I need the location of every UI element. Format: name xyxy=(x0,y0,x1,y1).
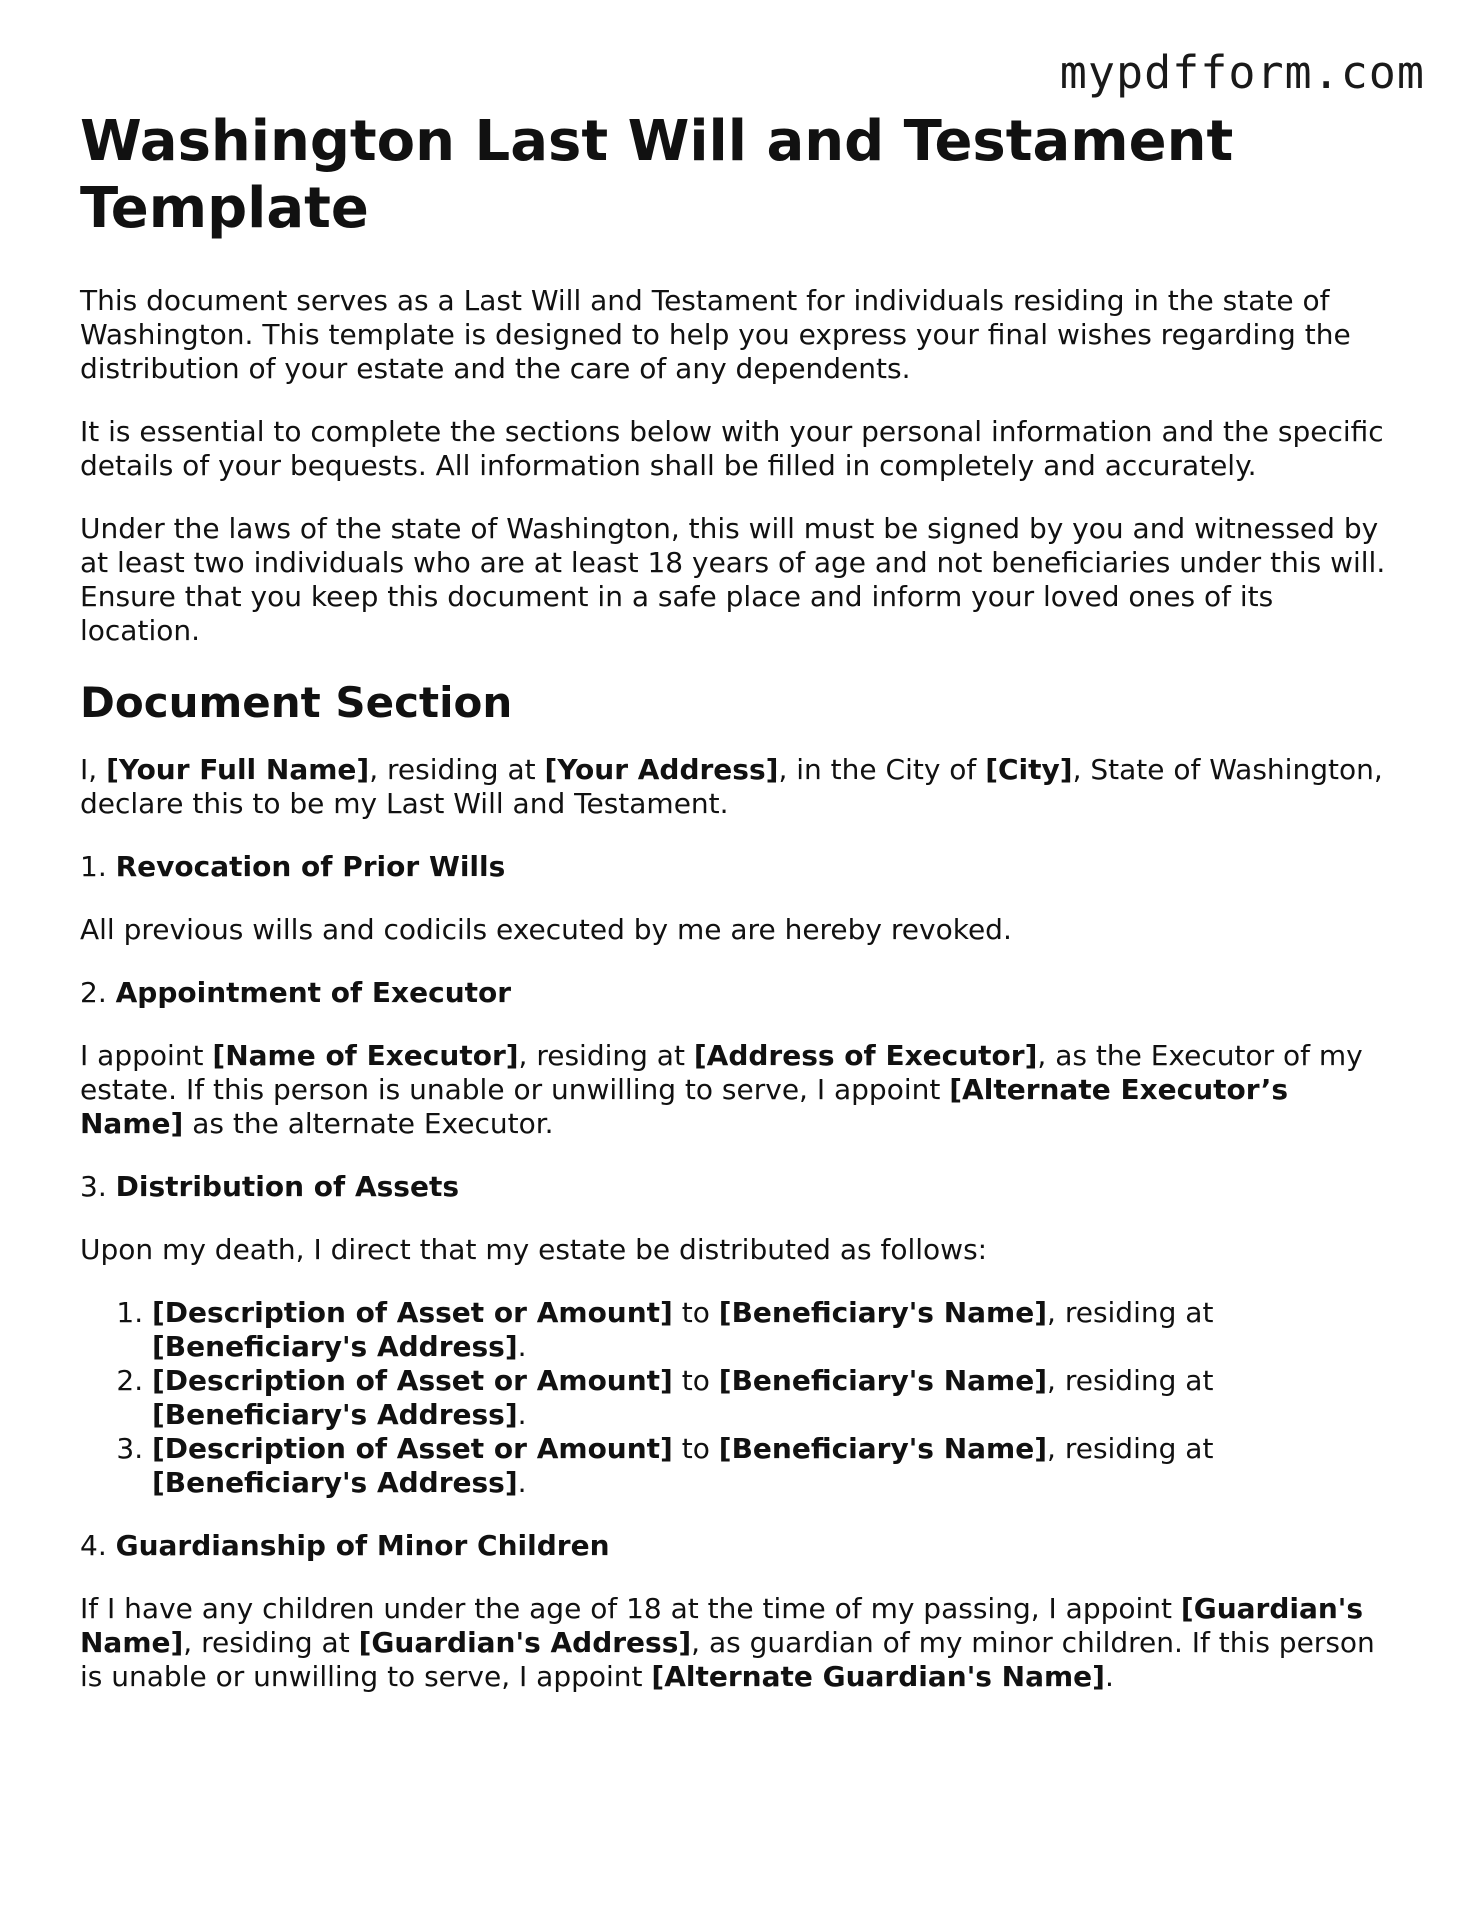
section-2-body xyxy=(80,1039,1400,1141)
asset-placeholder: [Description of Asset or Amount] xyxy=(152,1296,673,1329)
section-title: Appointment of Executor xyxy=(115,976,512,1009)
declaration-paragraph xyxy=(80,753,1400,821)
declaration-text: , residing at xyxy=(369,753,545,786)
list-text: , residing at xyxy=(1047,1432,1214,1465)
section-4-heading xyxy=(80,1529,1400,1563)
section-4-body xyxy=(80,1592,1400,1694)
list-item xyxy=(152,1432,1400,1500)
guardian-text: , as guardian of my minor children. If this person is unable or unwilling to serve, I appoint xyxy=(80,1626,1375,1693)
guardian-text: , residing at xyxy=(183,1626,359,1659)
address-placeholder: [Your Address] xyxy=(544,753,779,786)
beneficiary-name-placeholder: [Beneficiary's Name] xyxy=(718,1432,1048,1465)
beneficiary-name-placeholder: [Beneficiary's Name] xyxy=(718,1296,1048,1329)
list-text: . xyxy=(517,1466,527,1499)
alternate-executor-placeholder: [Alternate Executor’s Name] xyxy=(80,1073,1289,1140)
section-title: Revocation of Prior Wills xyxy=(115,850,506,883)
section-heading: Document Section xyxy=(80,678,513,727)
full-name-placeholder: [Your Full Name] xyxy=(106,753,370,786)
executor-address-placeholder: [Address of Executor] xyxy=(693,1039,1038,1072)
executor-text: I appoint xyxy=(80,1039,213,1072)
executor-name-placeholder: [Name of Executor] xyxy=(212,1039,519,1072)
section-2-heading xyxy=(80,976,1400,1010)
intro-paragraph-1: This document serves as a Last Will and Testament for individuals residing in the state of Washington. This template is designed to help you express your final wishes regarding the distribution of your estate and the care of any dependents. xyxy=(80,284,1351,385)
section-3-heading xyxy=(80,1170,1400,1204)
document-body xyxy=(80,108,1400,1723)
asset-placeholder: [Description of Asset or Amount] xyxy=(152,1432,673,1465)
guardian-text: . xyxy=(1104,1660,1114,1693)
list-text: , residing at xyxy=(1047,1296,1214,1329)
guardian-name-placeholder: [Guardian's Name] xyxy=(80,1592,1364,1659)
document-title: Washington Last Will and Testament Template xyxy=(80,109,1234,241)
list-text: to xyxy=(672,1364,719,1397)
section-1-body: All previous wills and codicils executed by me are hereby revoked. xyxy=(80,913,1012,946)
section-number: 3. xyxy=(80,1170,116,1203)
intro-paragraph-3: Under the laws of the state of Washington, this will must be signed by you and witnessed by at least two individuals who are at least 18 years of age and not beneficiaries under this will. Ensure that you keep this document in a safe place and inform your loved ones of its location. xyxy=(80,512,1386,647)
intro-paragraph-2: It is essential to complete the sections below with your personal information and the specific details of your bequests. All information shall be filled in completely and accurately. xyxy=(80,415,1384,482)
list-item xyxy=(152,1296,1400,1364)
section-3-body: Upon my death, I direct that my estate be distributed as follows: xyxy=(80,1233,988,1266)
executor-text: , residing at xyxy=(518,1039,694,1072)
list-text: . xyxy=(517,1330,527,1363)
list-text: to xyxy=(672,1296,719,1329)
beneficiary-address-placeholder: [Beneficiary's Address] xyxy=(152,1330,518,1363)
section-number: 1. xyxy=(80,850,116,883)
list-text: , residing at xyxy=(1047,1364,1214,1397)
asset-placeholder: [Description of Asset or Amount] xyxy=(152,1364,673,1397)
beneficiary-address-placeholder: [Beneficiary's Address] xyxy=(152,1466,518,1499)
executor-text: as the alternate Executor. xyxy=(183,1107,554,1140)
guardian-address-placeholder: [Guardian's Address] xyxy=(358,1626,692,1659)
asset-distribution-list xyxy=(80,1296,1400,1500)
executor-text: , as the Executor of my estate. If this person is unable or unwilling to serve, I appoint xyxy=(80,1039,1363,1106)
declaration-text: , in the City of xyxy=(778,753,986,786)
declaration-text: I, xyxy=(80,753,107,786)
alternate-guardian-placeholder: [Alternate Guardian's Name] xyxy=(651,1660,1105,1693)
section-title: Distribution of Assets xyxy=(115,1170,460,1203)
list-text: to xyxy=(672,1432,719,1465)
site-watermark: mypdfform.com xyxy=(1059,46,1425,99)
declaration-text: , State of Washington, declare this to be my Last Will and Testament. xyxy=(80,753,1383,820)
city-placeholder: [City] xyxy=(985,753,1073,786)
list-text: . xyxy=(517,1398,527,1431)
section-title: Guardianship of Minor Children xyxy=(115,1529,610,1562)
beneficiary-address-placeholder: [Beneficiary's Address] xyxy=(152,1398,518,1431)
list-item xyxy=(152,1364,1400,1432)
beneficiary-name-placeholder: [Beneficiary's Name] xyxy=(718,1364,1048,1397)
section-number: 4. xyxy=(80,1529,116,1562)
guardian-text: If I have any children under the age of 18 at the time of my passing, I appoint xyxy=(80,1592,1181,1625)
section-1-heading xyxy=(80,850,1400,884)
section-number: 2. xyxy=(80,976,116,1009)
